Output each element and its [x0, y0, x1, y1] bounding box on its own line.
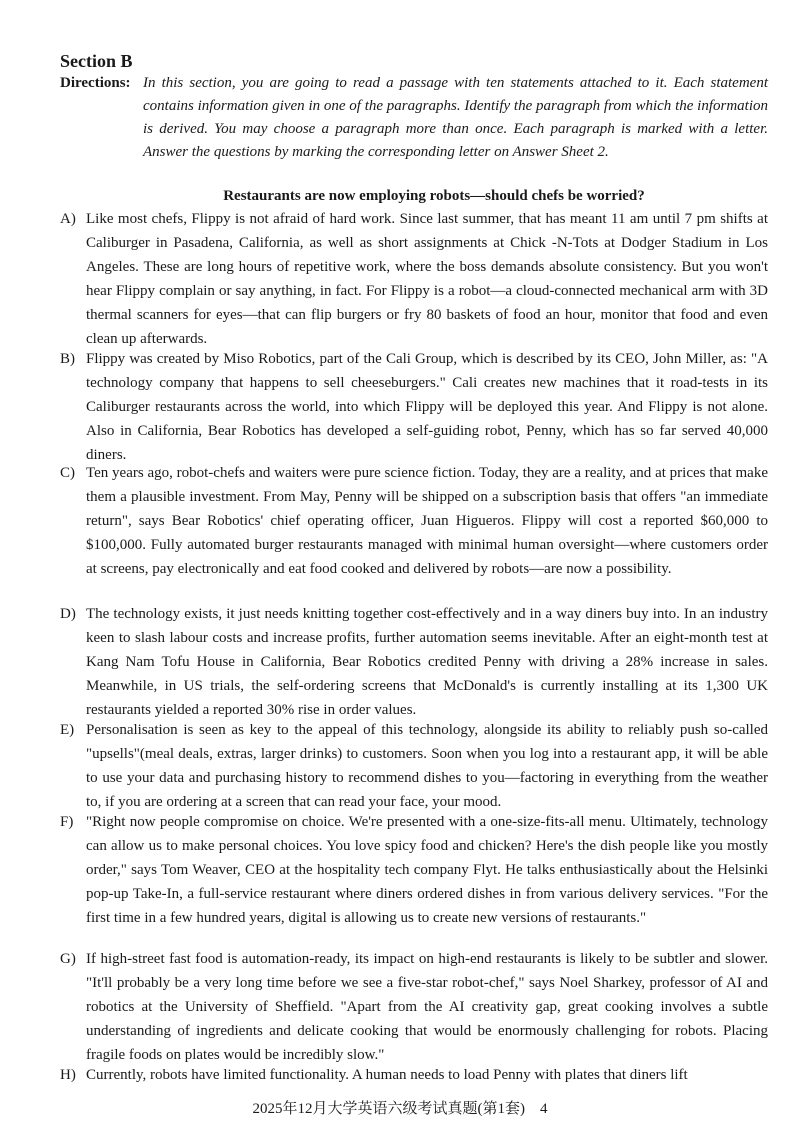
- section-title: Section B: [60, 51, 133, 71]
- paragraph-letter: F): [60, 814, 74, 830]
- directions: [60, 72, 768, 164]
- paragraph-text: Personalisation is seen as key to the appeal of this technology, alongside its ability to reliably push so-called "upsells"(meal deals, extras, larger drinks) to customers. Soon when you log into a restaurant app, it will be able to use your data and purchasing history to recommend dishes to you—factoring in everything from the weather to, if you are ordering at a screen that can read your face, your mood.: [86, 722, 768, 810]
- paragraph-text: Flippy was created by Miso Robotics, part of the Cali Group, which is described by its CEO, John Miller, as: "A technology company that happens to sell cheeseburgers." Cali creates new machines that it road-tests in its Caliburger restaurants across the world, into which Flippy will be deployed this year. And Flippy is not alone. Also in California, Bear Robotics has developed a self-guiding robot, Penny, which has so far served 40,000 diners.: [86, 351, 768, 463]
- directions-text: In this section, you are going to read a passage with ten statements attached to it. Each statement contains information given in one of the paragraphs. Identify the paragraph from which the information is derived. You may choose a paragraph more than once. Each paragraph is marked with a letter. Answer the questions by marking the corresponding letter on Answer Sheet 2.: [143, 75, 768, 160]
- paragraph-a: [60, 207, 768, 351]
- paragraph-e: [60, 718, 768, 814]
- paragraph-b: [60, 347, 768, 467]
- paragraph-text: Ten years ago, robot-chefs and waiters were pure science fiction. Today, they are a reality, and at prices that make them a plausible investment. From May, Penny will be shipped on a subscription basis that offers "an immediate return", says Bear Robotics' chief operating officer, Juan Higueros. Flippy will cost a reported $60,000 to $100,000. Fully automated burger restaurants managed with minimal human oversight—where customers order at screens, pay electronically and eat food cooked and delivered by robots—are now a possibility.: [86, 465, 768, 577]
- paragraph-text: Like most chefs, Flippy is not afraid of hard work. Since last summer, that has meant 11 am until 7 pm shifts at Caliburger in Pasadena, California, as well as short assignments at Chick -N-Tots at Dodger Stadium in Los Angeles. These are long hours of repetitive work, where the boss demands absolute consistency. But you won't hear Flippy complain or say anything, in fact. For Flippy is a robot—a cloud-connected mechanical arm with 3D thermal scanners for eyes—that can flip burgers or fry 80 baskets of food an hour, monitor that food and even clean up afterwards.: [86, 211, 768, 347]
- passage-title: Restaurants are now employing robots—should chefs be worried?: [223, 188, 645, 204]
- paragraph-text: "Right now people compromise on choice. We're presented with a one-size-fits-all menu. Ultimately, technology can allow us to make personal choices. You love spicy food and chicken? Here's the dish people like you mostly order," says Tom Weaver, CEO at the hospitality tech company Flyt. He talks enthusiastically about the Helsinki pop-up Take-In, a full-service restaurant where diners ordered dishes in from various delivery services. "For the first time in a few hundred years, digital is allowing us to create new versions of restaurants.": [86, 814, 768, 926]
- paragraph-text: The technology exists, it just needs knitting together cost-effectively and in a way diners buy into. In an industry keen to slash labour costs and increase profits, further automation seems inevitable. After an eight-month test at Kang Nam Tofu House in California, Bear Robotics credited Penny with driving a 28% increase in sales. Meanwhile, in US trials, the self-ordering screens that McDonald's is currently installing at its 1,300 UK restaurants yielded a reported 30% rise in order values.: [86, 606, 768, 718]
- paragraph-h: [60, 1063, 768, 1087]
- paragraph-letter: C): [60, 465, 75, 481]
- paragraph-letter: G): [60, 951, 76, 967]
- paragraph-text: Currently, robots have limited functionality. A human needs to load Penny with plates that diners lift: [86, 1067, 688, 1083]
- paragraph-d: [60, 602, 768, 722]
- paragraph-letter: B): [60, 351, 75, 367]
- paragraph-letter: D): [60, 606, 76, 622]
- page-footer: 2025年12月大学英语六级考试真题(第1套) 4: [252, 1101, 548, 1117]
- paragraph-letter: A): [60, 211, 76, 227]
- paragraph-letter: E): [60, 722, 75, 738]
- paragraph-g: [60, 947, 768, 1067]
- paragraph-c: [60, 461, 768, 581]
- directions-label: Directions:: [60, 75, 131, 91]
- paragraph-f: [60, 810, 768, 930]
- paragraph-text: If high-street fast food is automation-ready, its impact on high-end restaurants is likely to be subtler and slower. "It'll probably be a very long time before we see a five-star robot-chef," says Noel Sharkey, professor of AI and robotics at the University of Sheffield. "Apart from the AI creativity gap, great cooking involves a subtle understanding of ingredients and delicate cooking that would be enormously challenging for robots. Placing fragile foods on plates would be incredibly slow.": [86, 951, 768, 1063]
- paragraph-letter: H): [60, 1067, 76, 1083]
